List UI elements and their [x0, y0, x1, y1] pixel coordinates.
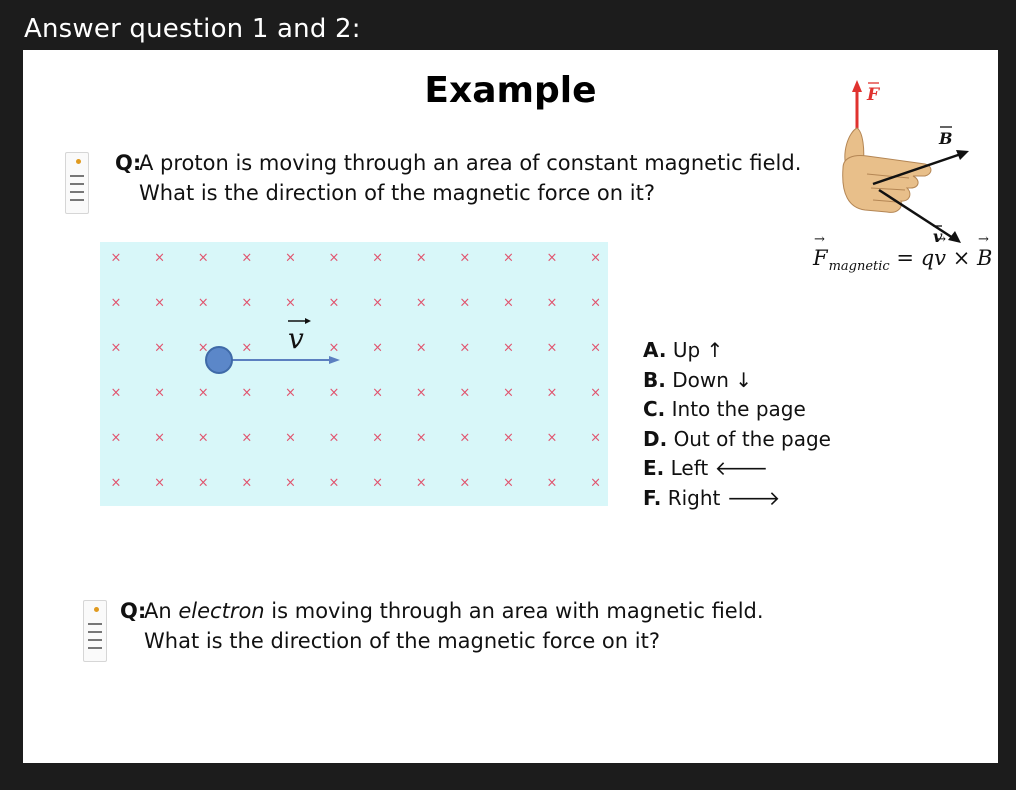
velocity-arrowhead — [329, 356, 340, 364]
choice-c[interactable]: C. Into the page — [643, 397, 806, 421]
field-into-page-marker: × — [502, 250, 514, 266]
field-into-page-marker: × — [590, 250, 602, 266]
field-into-page-marker: × — [372, 250, 384, 266]
field-into-page-marker: × — [502, 385, 514, 401]
field-into-page-marker: × — [372, 430, 384, 446]
field-into-page-marker: × — [459, 430, 471, 446]
field-into-page-marker: × — [197, 295, 209, 311]
field-into-page-marker: × — [415, 385, 427, 401]
field-into-page-marker: × — [284, 475, 296, 491]
question-label: Q: — [115, 151, 142, 175]
lorentz-force-formula: → $F_{magnetic} = q\to v$ × → B — [813, 246, 992, 274]
field-into-page-marker: × — [328, 385, 340, 401]
field-into-page-marker: × — [590, 295, 602, 311]
field-svg — [100, 242, 608, 506]
field-into-page-marker: × — [154, 340, 166, 356]
field-into-page-marker: × — [459, 250, 471, 266]
header-text: Answer question 1 and 2: — [24, 14, 361, 44]
field-into-page-marker: × — [590, 475, 602, 491]
field-into-page-marker: × — [110, 250, 122, 266]
question-1-line-1: A proton is moving through an area of constant magnetic field. — [139, 151, 802, 175]
field-into-page-marker: × — [502, 295, 514, 311]
field-into-page-marker: × — [197, 385, 209, 401]
field-into-page-marker: × — [154, 430, 166, 446]
field-into-page-marker: × — [197, 250, 209, 266]
field-into-page-marker: × — [241, 385, 253, 401]
field-into-page-marker: × — [110, 385, 122, 401]
question-2-line-1: An electron is moving through an area with magnetic field. — [144, 599, 764, 623]
field-b-label: B — [939, 129, 953, 148]
field-into-page-marker: × — [502, 430, 514, 446]
field-into-page-marker: × — [546, 475, 558, 491]
field-into-page-marker: × — [110, 430, 122, 446]
field-into-page-marker: × — [284, 295, 296, 311]
field-into-page-marker: × — [328, 340, 340, 356]
field-into-page-marker: × — [459, 475, 471, 491]
choice-b[interactable]: B. Down ↓ — [643, 367, 752, 392]
field-into-page-marker: × — [415, 475, 427, 491]
field-into-page-marker: × — [110, 475, 122, 491]
field-into-page-marker: × — [590, 430, 602, 446]
field-into-page-marker: × — [415, 340, 427, 356]
field-into-page-marker: × — [328, 295, 340, 311]
field-into-page-marker: × — [110, 295, 122, 311]
field-into-page-marker: × — [154, 295, 166, 311]
right-hand-rule-illustration — [813, 70, 988, 245]
field-into-page-marker: × — [197, 475, 209, 491]
clicker-icon — [65, 152, 89, 214]
field-into-page-marker: × — [154, 475, 166, 491]
field-into-page-marker: × — [241, 340, 253, 356]
field-into-page-marker: × — [241, 430, 253, 446]
field-into-page-marker: × — [284, 430, 296, 446]
question-2-line-2: What is the direction of the magnetic force on it? — [144, 629, 660, 653]
proton — [206, 347, 232, 373]
field-into-page-marker: × — [546, 430, 558, 446]
question-1 — [115, 148, 801, 208]
field-into-page-marker: × — [415, 295, 427, 311]
field-into-page-marker: × — [154, 385, 166, 401]
choice-e[interactable]: E. Left 🡐 — [643, 456, 769, 480]
field-into-page-marker: × — [590, 340, 602, 356]
field-into-page-marker: × — [372, 475, 384, 491]
field-into-page-marker: × — [502, 340, 514, 356]
field-into-page-marker: × — [546, 250, 558, 266]
velocity-label: v — [288, 322, 304, 355]
field-into-page-marker: × — [415, 430, 427, 446]
choice-f[interactable]: F. Right 🡒 — [643, 485, 781, 510]
field-into-page-marker: × — [328, 475, 340, 491]
field-into-page-marker: × — [590, 385, 602, 401]
choice-a[interactable]: A. Up ↑ — [643, 338, 724, 362]
slide-title: Example — [424, 70, 597, 111]
velocity-label-arrowhead — [305, 318, 311, 324]
field-into-page-marker: × — [241, 475, 253, 491]
field-into-page-marker: × — [241, 250, 253, 266]
field-into-page-marker: × — [372, 340, 384, 356]
magnetic-field-diagram — [100, 242, 608, 506]
clicker-icon — [83, 600, 107, 662]
field-into-page-marker: × — [284, 250, 296, 266]
field-into-page-marker: × — [459, 340, 471, 356]
field-into-page-marker: × — [328, 250, 340, 266]
field-into-page-marker: × — [459, 295, 471, 311]
field-into-page-marker: × — [110, 340, 122, 356]
field-into-page-marker: × — [502, 475, 514, 491]
field-into-page-marker: × — [372, 385, 384, 401]
question-2 — [120, 596, 764, 656]
field-into-page-marker: × — [241, 295, 253, 311]
field-into-page-marker: × — [328, 430, 340, 446]
field-into-page-marker: × — [459, 385, 471, 401]
force-label: F — [867, 85, 880, 105]
field-into-page-marker: × — [415, 250, 427, 266]
field-into-page-marker: × — [197, 430, 209, 446]
fist-shape — [843, 156, 931, 213]
field-into-page-marker: × — [197, 340, 209, 356]
field-into-page-marker: × — [372, 295, 384, 311]
velocity-hand-label: v — [933, 227, 943, 245]
choice-d[interactable]: D. Out of the page — [643, 426, 831, 451]
field-into-page-marker: × — [546, 385, 558, 401]
field-into-page-marker: × — [546, 340, 558, 356]
slide — [23, 50, 998, 763]
answer-choices — [643, 336, 831, 513]
field-into-page-marker: × — [154, 250, 166, 266]
question-1-line-2: What is the direction of the magnetic force on it? — [139, 181, 655, 205]
question-label: Q: — [120, 599, 147, 623]
field-into-page-marker: × — [284, 385, 296, 401]
field-into-page-marker: × — [546, 295, 558, 311]
